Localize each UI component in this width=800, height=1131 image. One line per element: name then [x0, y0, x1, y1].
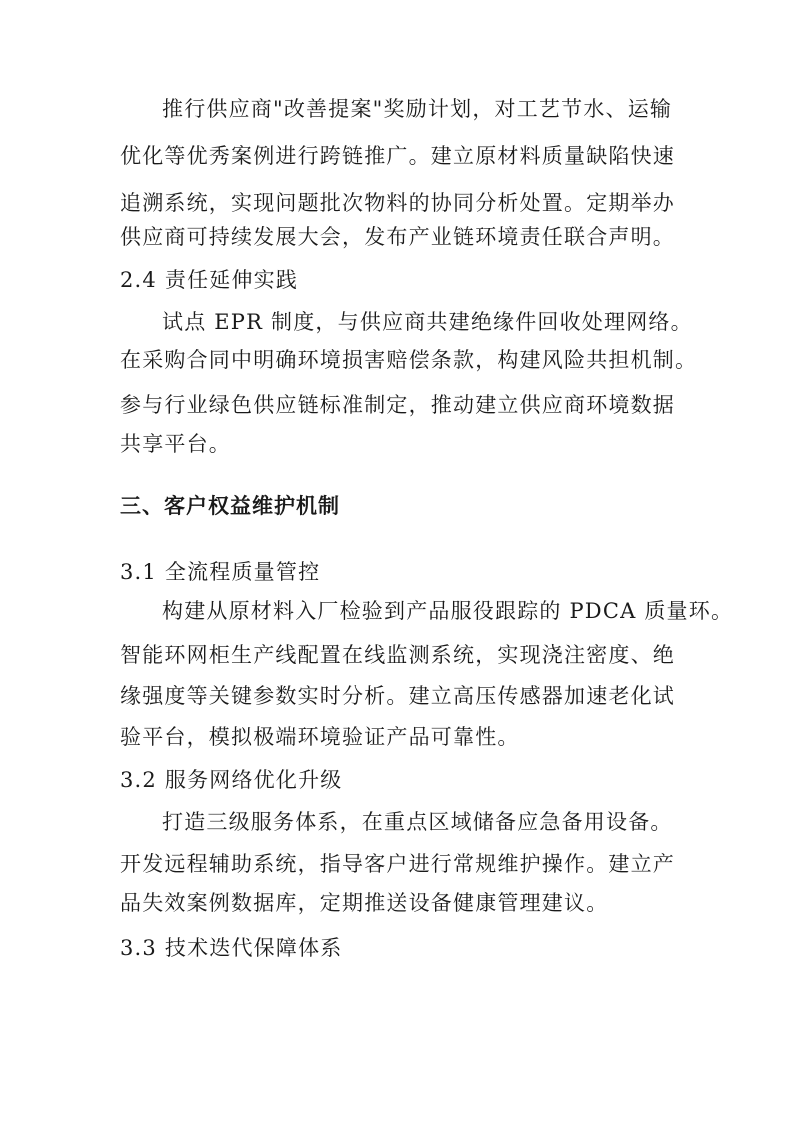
paragraph-line: 缘强度等关键参数实时分析。建立高压传感器加速老化试: [120, 684, 675, 708]
paragraph-line: 供应商可持续发展大会，发布产业链环境责任联合声明。: [120, 225, 675, 249]
paragraph-line: 构建从原材料入厂检验到产品服役跟踪的 PDCA 质量环。: [162, 599, 734, 623]
paragraph-line: 优化等优秀案例进行跨链推广。建立原材料质量缺陷快速: [120, 144, 675, 168]
paragraph-line: 品失效案例数据库，定期推送设备健康管理建议。: [120, 891, 609, 915]
section-heading-3: 三、客户权益维护机制: [120, 494, 340, 518]
paragraph-line: 智能环网柜生产线配置在线监测系统，实现浇注密度、绝: [120, 643, 675, 667]
paragraph-line: 验平台，模拟极端环境验证产品可靠性。: [120, 725, 520, 749]
paragraph-line: 追溯系统，实现问题批次物料的协同分析处置。定期举办: [120, 191, 675, 215]
subsection-heading-3-1: 3.1 全流程质量管控: [120, 560, 321, 584]
paragraph-line: 推行供应商"改善提案"奖励计划，对工艺节水、运输: [162, 97, 673, 121]
paragraph-line: 在采购合同中明确环境损害赔偿条款，构建风险共担机制。: [120, 348, 698, 372]
paragraph-line: 共享平台。: [120, 432, 231, 456]
subsection-heading-3-2: 3.2 服务网络优化升级: [120, 768, 343, 792]
paragraph-line: 试点 EPR 制度，与供应商共建绝缘件回收处理网络。: [162, 310, 693, 334]
subsection-heading-3-3: 3.3 技术迭代保障体系: [120, 936, 343, 960]
subsection-heading-2-4: 2.4 责任延伸实践: [120, 268, 299, 292]
paragraph-line: 参与行业绿色供应链标准制定，推动建立供应商环境数据: [120, 393, 675, 417]
paragraph-line: 开发远程辅助系统，指导客户进行常规维护操作。建立产: [120, 852, 675, 876]
paragraph-line: 打造三级服务体系，在重点区域储备应急备用设备。: [162, 810, 673, 834]
